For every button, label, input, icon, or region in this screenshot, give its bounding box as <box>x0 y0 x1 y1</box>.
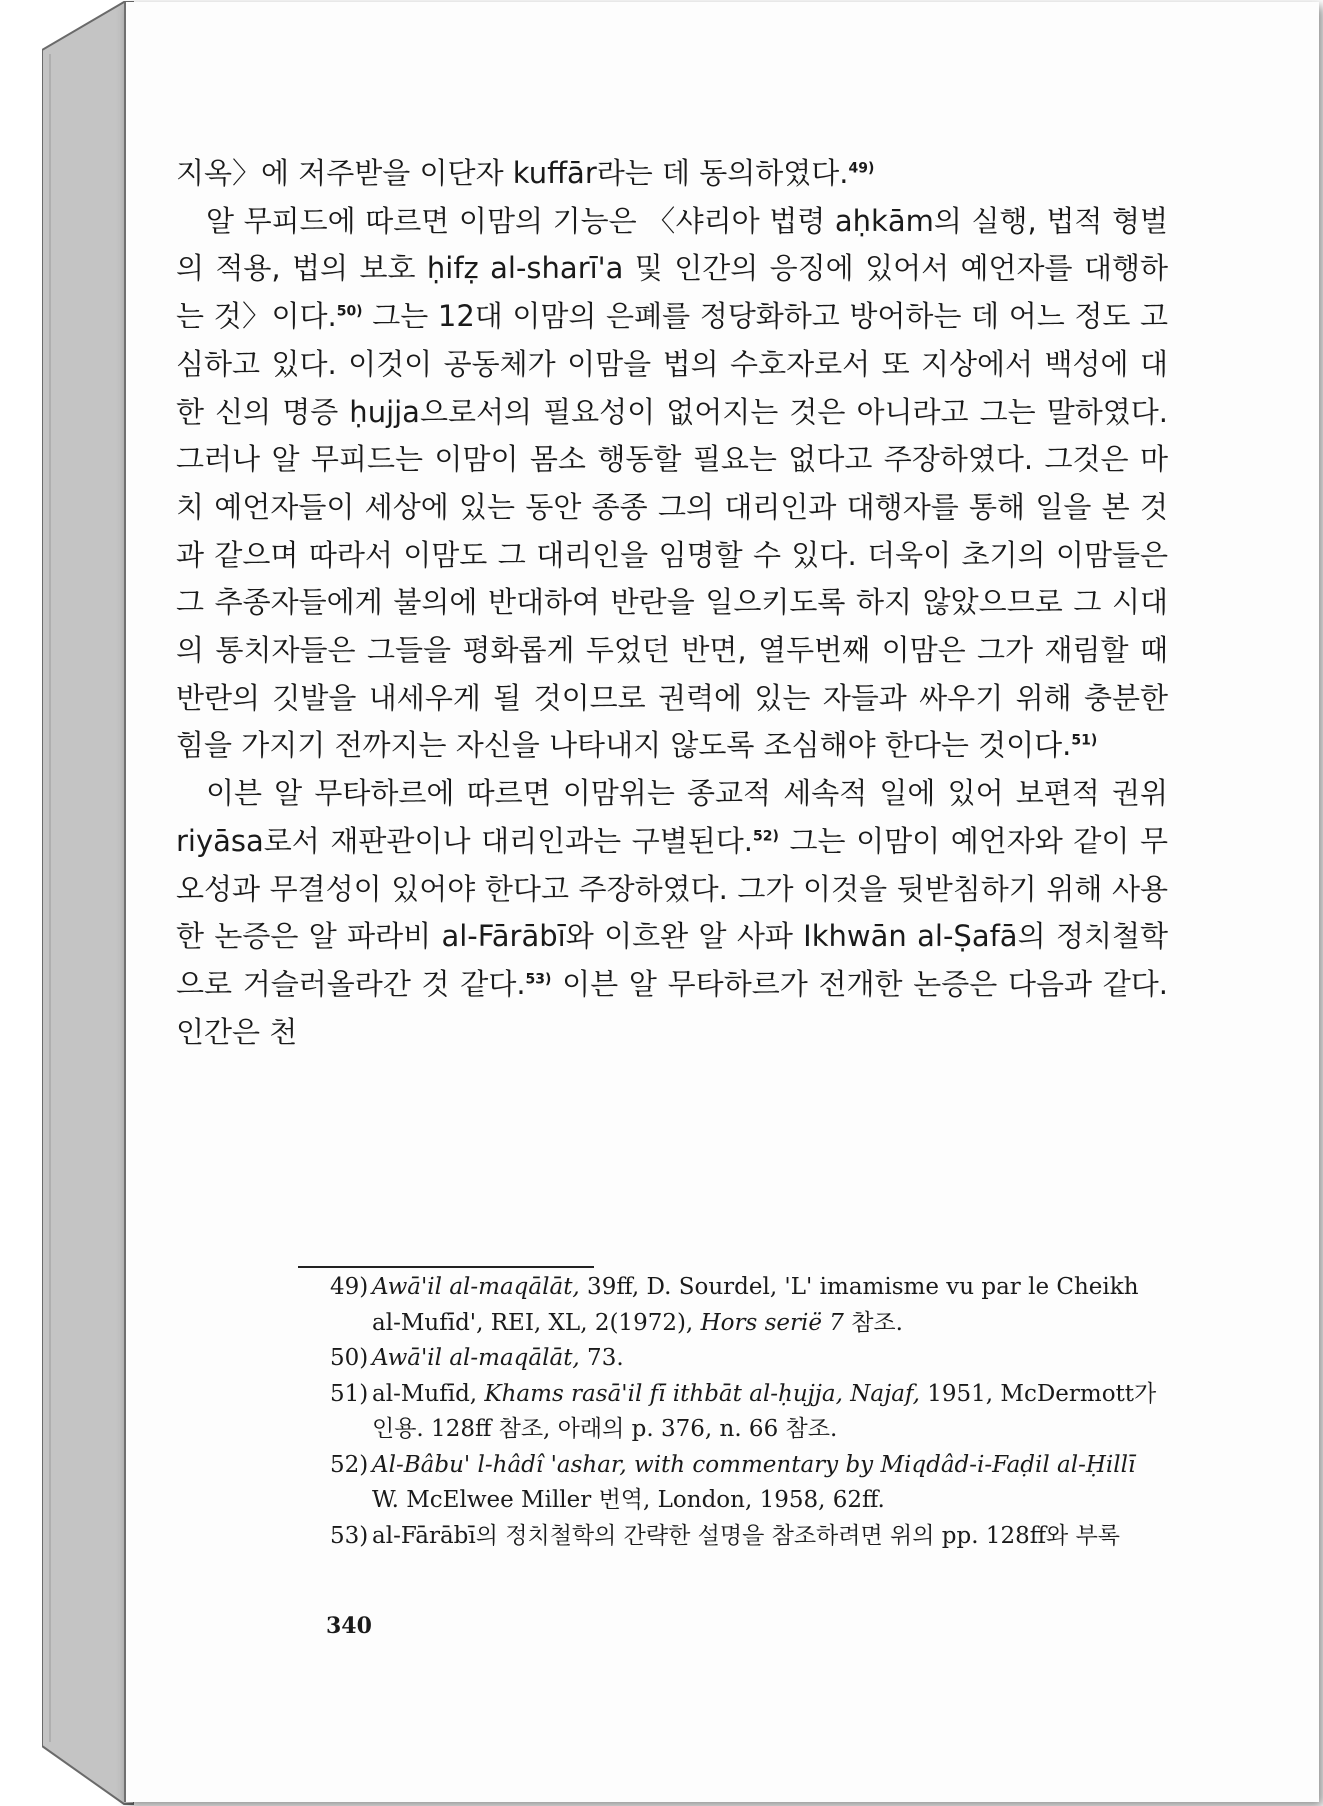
footnote: 49) Awā'il al-maqālāt, 39ff, D. Sourdel, 'L' imamisme vu par le Cheikh al-Mufīd', REI, XL, 2(1972), Hors serië 7 참조. <box>330 1274 1139 1336</box>
page-number: 340 <box>326 1613 372 1639</box>
note-ref: 50) <box>336 303 363 320</box>
note-ref: 49) <box>848 160 875 177</box>
paragraph: 알 무피드에 따르면 이맘의 기능은 〈샤리아 법령 aḥkām의 실행, 법적 형벌의 적용, 법의 보호 ḥifẓ al-sharī'a 및 인간의 응징에 있어서 예언자를 대행하는 것〉이다.$^{50)}$ 그는 12대 이맘의 은폐를 정당화하고 방어하는 데 어느 정도 고심하고 있다. 이것이 공동체가 이맘을 법의 수호자로서 또 지상에서 백성에 대한 신의 명증 ḥujja으로서의 필요성이 없어지는 것은 아니라고 그는 말하였다. 그러나 알 무피드는 이맘이 몸소 행동할 필요는 없다고 주장하였다. 그것은 마치 예언자들이 세상에 있는 동안 종종 그의 대리인과 대행자를 통해 일을 본 것과 같으며 따라서 이맘도 그 대리인을 임명할 수 있다. 더욱이 초기의 이맘들은 그 추종자들에게 불의에 반대하여 반란을 일으키도록 하지 않았으므로 그 시대의 통치자들은 그들을 평화롭게 두었던 반면, 열두번째 이맘은 그가 재림할 때 반란의 깃발을 내세우게 될 것이므로 권력에 있는 자들과 싸우기 위해 충분한 힘을 가지기 전까지는 자신을 나타내지 않도록 조심해야 한다는 것이다.$^{51)}$ <box>176 203 1169 763</box>
book-spine <box>42 0 134 1806</box>
footnote: 52) Al-Bâbu' l-hâdî 'ashar, with commentary by Miqdâd-i-Faḍil al-Ḥillī W. McElwee Miller 번역, London, 1958, 62ff. <box>330 1451 1136 1513</box>
paragraph: 지옥〉에 저주받을 이단자 kuffār라는 데 동의하였다.$^{49)}$ <box>176 156 875 190</box>
note-ref: 52) <box>753 828 779 845</box>
footnotes <box>330 1270 1168 1554</box>
footnote: 50) Awā'il al-maqālāt, 73. <box>330 1345 624 1371</box>
footnote: 51) al-Mufīd, Khams rasā'il fī ithbāt al-ḥujja, Najaf, 1951, McDermott가 인용. 128ff 참조, 아래의 p. 376, n. 66 참조. <box>330 1380 1157 1442</box>
note-ref: 51) <box>1071 732 1098 749</box>
footnote: 53) al-Fārābī의 정치철학의 간략한 설명을 참조하려면 위의 pp. 128ff와 부록 <box>330 1522 1121 1549</box>
footnote-divider <box>298 1266 594 1268</box>
note-ref: 53) <box>525 971 552 988</box>
body-text <box>176 150 1168 1056</box>
paragraph: 이븐 알 무타하르에 따르면 이맘위는 종교적 세속적 일에 있어 보편적 권위 riyāsa로서 재판관이나 대리인과는 구별된다.$^{52)}$ 그는 이맘이 예언자와 같이 무오성과 무결성이 있어야 한다고 주장하였다. 그가 이것을 뒷받침하기 위해 사용한 논증은 알 파라비 al-Fārābī와 이흐완 알 사파 Ikhwān al-Ṣafā의 정치철학으로 거슬러올라간 것 같다.$^{53)}$ 이븐 알 무타하르가 전개한 논증은 다음과 같다. 인간은 천 <box>176 776 1169 1049</box>
